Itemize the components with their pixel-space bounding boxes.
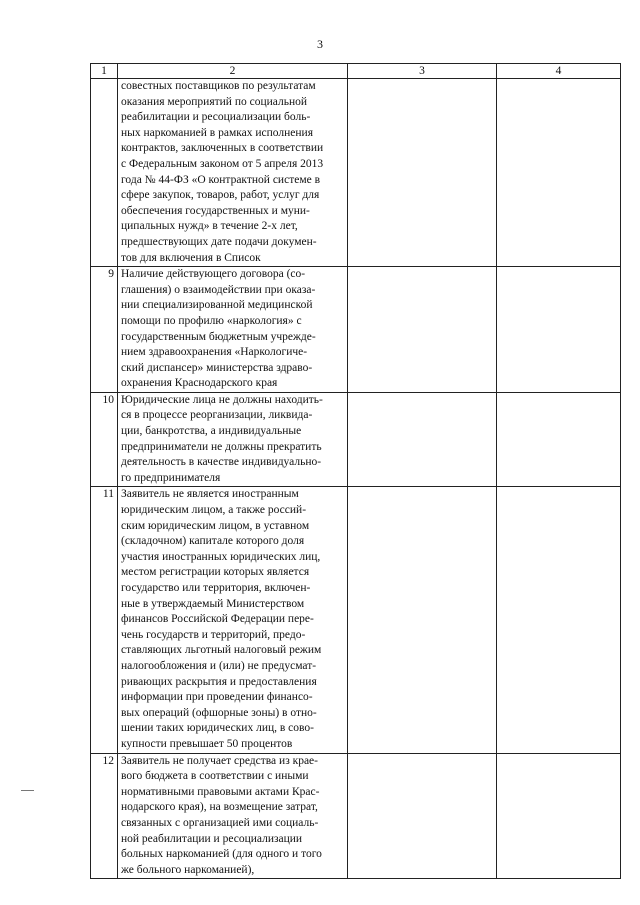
- requirement-line: вого бюджета в соответствии с иными: [121, 770, 309, 783]
- requirement-line: вых операций (офшорные зоны) в отно-: [121, 706, 317, 719]
- requirement-line: предприниматели не должны прекратить: [121, 440, 322, 453]
- table-body: [91, 79, 621, 879]
- requirement-line: реабилитации и ресоциализации боль-: [121, 111, 311, 124]
- requirement-text: [118, 753, 348, 879]
- requirement-line: информации при проведении финансо-: [121, 691, 313, 704]
- col3-cell: [348, 487, 497, 753]
- table-row: [91, 487, 621, 753]
- requirement-text: [118, 487, 348, 753]
- col3-cell: [348, 267, 497, 393]
- requirement-line: государственным бюджетным учрежде-: [121, 330, 316, 343]
- requirement-line: нии специализированной медицинской: [121, 299, 313, 312]
- requirement-line: нием здравоохранения «Наркологиче-: [121, 346, 308, 359]
- requirement-line: же больного наркоманией),: [121, 863, 255, 876]
- col4-cell: [497, 79, 621, 267]
- requirement-line: ции, банкротства, а индивидуальные: [121, 425, 302, 438]
- requirement-line: нормативными правовыми актами Крас-: [121, 785, 320, 798]
- requirement-line: ставляющих льготный налоговый режим: [121, 644, 322, 657]
- requirement-line: с Федеральным законом от 5 апреля 2013: [121, 157, 324, 170]
- header-col-3: 3: [348, 64, 497, 79]
- requirement-line: охранения Краснодарского края: [121, 377, 278, 390]
- requirement-line: налогообложения и (или) не предусмат-: [121, 659, 317, 672]
- requirement-line: обеспечения государственных и муни-: [121, 204, 310, 217]
- requirement-line: го предпринимателя: [121, 471, 221, 484]
- table-row: [91, 267, 621, 393]
- requirement-line: года № 44-ФЗ «О контрактной системе в: [121, 173, 321, 186]
- requirement-line: контрактов, заключенных в соответствии: [121, 142, 324, 155]
- requirement-line: больных наркоманией (для одного и того: [121, 848, 322, 861]
- col4-cell: [497, 392, 621, 487]
- requirement-line: совестных поставщиков по результатам: [121, 80, 316, 92]
- requirement-line: ся в процессе реорганизации, ликвида-: [121, 409, 313, 422]
- row-number: 9: [91, 267, 118, 393]
- requirement-line: финансов Российской Федерации пере-: [121, 613, 314, 626]
- requirement-line: чень государств и территорий, предо-: [121, 628, 306, 641]
- requirement-line: ривающих раскрытия и предоставления: [121, 675, 317, 688]
- requirement-line: (складочном) капитале которого доля: [121, 535, 305, 548]
- table-header: [91, 64, 621, 79]
- requirement-line: помощи по профилю «наркология» с: [121, 314, 302, 327]
- margin-mark: [21, 790, 34, 791]
- requirement-line: нодарского края), на возмещение затрат,: [121, 801, 318, 814]
- requirement-line: ский диспансер» министерства здраво-: [121, 361, 313, 374]
- requirements-table: [90, 63, 621, 879]
- requirement-text: [118, 79, 348, 267]
- requirement-line: Наличие действующего договора (со-: [121, 268, 306, 281]
- requirement-line: ные в утверждаемый Министерством: [121, 597, 305, 610]
- requirement-line: деятельность в качестве индивидуально-: [121, 456, 322, 469]
- requirement-line: ским юридическим лицом, в уставном: [121, 519, 310, 532]
- requirement-text: [118, 267, 348, 393]
- requirement-line: глашения) о взаимодействии при оказа-: [121, 283, 316, 296]
- requirement-line: шении таких юридических лиц, в сово-: [121, 722, 314, 735]
- header-col-2: 2: [118, 64, 348, 79]
- table-row: [91, 79, 621, 267]
- requirement-line: государство или территория, включен-: [121, 582, 311, 594]
- requirement-line: местом регистрации которых является: [121, 566, 310, 579]
- header-row: [91, 64, 621, 79]
- row-number: [91, 79, 118, 267]
- col3-cell: [348, 753, 497, 879]
- requirement-text: [118, 392, 348, 487]
- requirement-line: предшествующих дате подачи докумен-: [121, 235, 317, 248]
- table-row: [91, 392, 621, 487]
- table-row: [91, 753, 621, 879]
- header-col-1: 1: [91, 64, 118, 79]
- row-number: 11: [91, 487, 118, 753]
- requirement-line: Юридические лица не должны находить-: [121, 393, 323, 406]
- requirement-line: сфере закупок, товаров, работ, услуг для: [121, 189, 320, 202]
- requirement-line: связанных с организацией ими социаль-: [121, 816, 319, 829]
- requirement-line: тов для включения в Список: [121, 251, 261, 264]
- requirement-line: Заявитель не получает средства из крае-: [121, 754, 318, 767]
- requirement-line: ной реабилитации и ресоциализации: [121, 832, 303, 845]
- col4-cell: [497, 267, 621, 393]
- requirement-line: ных наркоманией в рамках исполнения: [121, 126, 313, 139]
- row-number: 12: [91, 753, 118, 879]
- requirement-line: оказания мероприятий по социальной: [121, 95, 308, 108]
- requirement-line: купности превышает 50 процентов: [121, 737, 293, 750]
- requirement-line: Заявитель не является иностранным: [121, 488, 299, 501]
- page-number: 3: [317, 37, 323, 51]
- requirement-line: ципальных нужд» в течение 2-х лет,: [121, 220, 298, 233]
- col3-cell: [348, 79, 497, 267]
- requirement-line: участия иностранных юридических лиц,: [121, 550, 321, 563]
- col4-cell: [497, 487, 621, 753]
- col4-cell: [497, 753, 621, 879]
- header-col-4: 4: [497, 64, 621, 79]
- requirement-line: юридическим лицом, а также россий-: [121, 504, 307, 517]
- col3-cell: [348, 392, 497, 487]
- row-number: 10: [91, 392, 118, 487]
